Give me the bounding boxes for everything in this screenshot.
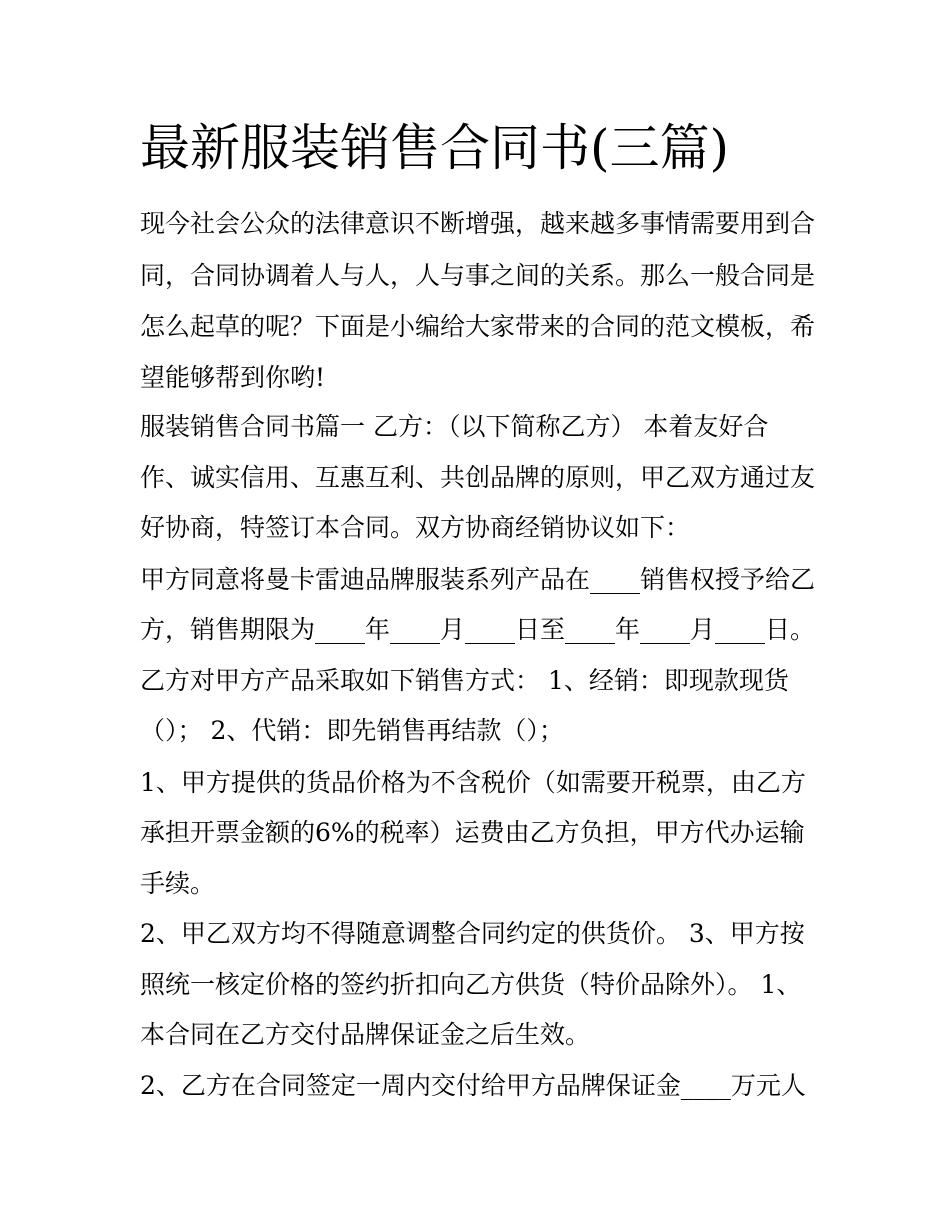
- body-line-14: 手续。: [140, 869, 216, 898]
- body-line-11: （）； 2、代销：即先销售再结款（）；: [140, 716, 564, 745]
- body-line-18: 2、乙方在合同签定一周内交付给甲方品牌保证金____万元人: [140, 1071, 806, 1100]
- body-line-6: 作、诚实信用、互惠互利、共创品牌的原则，甲乙双方通过友: [140, 463, 816, 492]
- body-line-12: 1、甲方提供的货品价格为不含税价（如需要开税票，由乙方: [140, 768, 806, 797]
- body-line-7: 好协商，特签订本合同。双方协商经销协议如下：: [140, 513, 691, 542]
- body-line-15: 2、甲乙双方均不得随意调整合同约定的供货价。 3、甲方按: [140, 919, 805, 948]
- document-title: 最新服装销售合同书(三篇): [140, 119, 730, 177]
- body-line-2: 同，合同协调着人与人，人与事之间的关系。那么一般合同是: [140, 261, 816, 290]
- body-line-10: 乙方对甲方产品采取如下销售方式： 1、经销：即现款现货: [140, 666, 789, 695]
- body-line-16: 照统一核定价格的签约折扣向乙方供货（特价品除外）。 1、: [140, 970, 802, 999]
- body-line-3: 怎么起草的呢？下面是小编给大家带来的合同的范文模板，希: [140, 312, 816, 341]
- body-line-1: 现今社会公众的法律意识不断增强，越来越多事情需要用到合: [140, 209, 816, 238]
- body-line-5: 服装销售合同书篇一 乙方：（以下简称乙方） 本着友好合: [140, 412, 769, 441]
- body-line-4: 望能够帮到你哟!: [140, 363, 326, 392]
- body-line-13: 承担开票金额的6%的税率）运费由乙方负担，甲方代办运输: [140, 818, 805, 847]
- body-line-17: 本合同在乙方交付品牌保证金之后生效。: [140, 1020, 591, 1049]
- body-line-9: 方，销售期限为____年____月____日至____年____月____日。: [140, 615, 816, 644]
- body-line-8: 甲方同意将曼卡雷迪品牌服装系列产品在____销售权授予给乙: [140, 565, 816, 594]
